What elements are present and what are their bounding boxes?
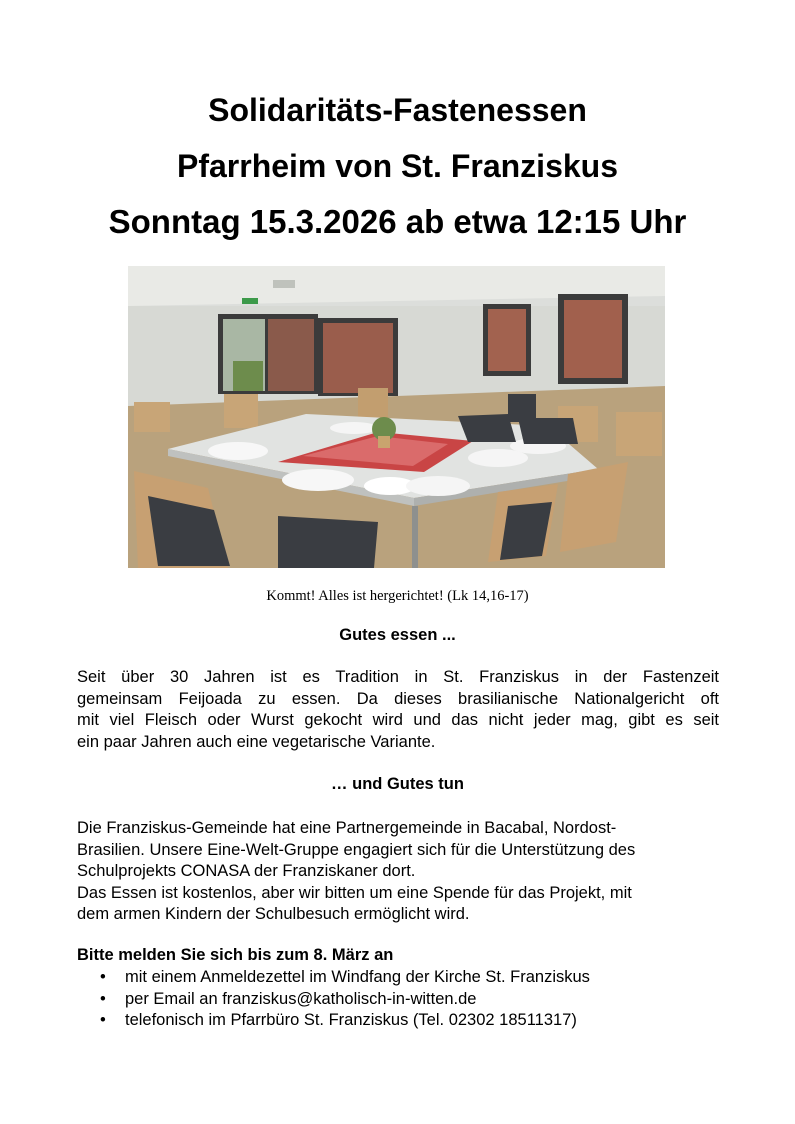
registration-heading: Bitte melden Sie sich bis zum 8. März an [77,946,394,964]
list-item [77,1010,737,1032]
section-heading-good-food: Gutes essen ... [339,626,456,644]
paragraph-line: dem armen Kindern der Schulbesuch ermöglicht wird. [77,905,470,923]
event-location: Pfarrheim von St. Franziskus [176,148,618,184]
list-item [77,989,737,1011]
section-heading-doing-good: … und Gutes tun [331,775,464,793]
registration-option-text: telefonisch im Pfarrbüro St. Franziskus (Tel. 02302 18511317) [125,1011,577,1029]
tradition-paragraph [77,667,719,753]
paragraph-line: mit viel Fleisch oder Wurst gekocht wird und das nicht jeder mag, gibt es seit [77,711,719,729]
bullet-icon: • [100,968,106,986]
event-date-time: Sonntag 15.3.2026 ab etwa 12:15 Uhr [108,203,687,240]
paragraph-line: Seit über 30 Jahren ist es Tradition in St. Franziskus in der Fastenzeit [77,668,719,686]
paragraph-line: ein paar Jahren auch eine vegetarische Variante. [77,732,436,751]
dining-hall-illustration [128,266,665,568]
registration-option-text: per Email an franziskus@katholisch-in-witten.de [125,989,477,1008]
photo-caption: Kommt! Alles ist hergerichtet! (Lk 14,16-17) [266,588,529,604]
registration-options-list [77,967,737,1032]
partnership-paragraph [77,818,719,926]
event-title: Solidaritäts-Fastenessen [208,92,587,128]
list-item [77,967,737,989]
paragraph-line: gemeinsam Feijoada zu essen. Da dieses brasilianische Nationalgericht oft [77,689,719,708]
bullet-icon: • [100,1011,106,1029]
paragraph-line: Die Franziskus-Gemeinde hat eine Partnergemeinde in Bacabal, Nordost- [77,819,617,837]
paragraph-line: Brasilien. Unsere Eine-Welt-Gruppe engagiert sich für die Unterstützung des [77,840,636,859]
paragraph-line: Das Essen ist kostenlos, aber wir bitten um eine Spende für das Projekt, mit [77,883,632,902]
dining-hall-photo [128,266,665,568]
paragraph-line: Schulprojekts CONASA der Franziskaner dort. [77,862,416,880]
registration-option-text: mit einem Anmeldezettel im Windfang der Kirche St. Franziskus [125,968,590,986]
bullet-icon: • [100,989,106,1008]
